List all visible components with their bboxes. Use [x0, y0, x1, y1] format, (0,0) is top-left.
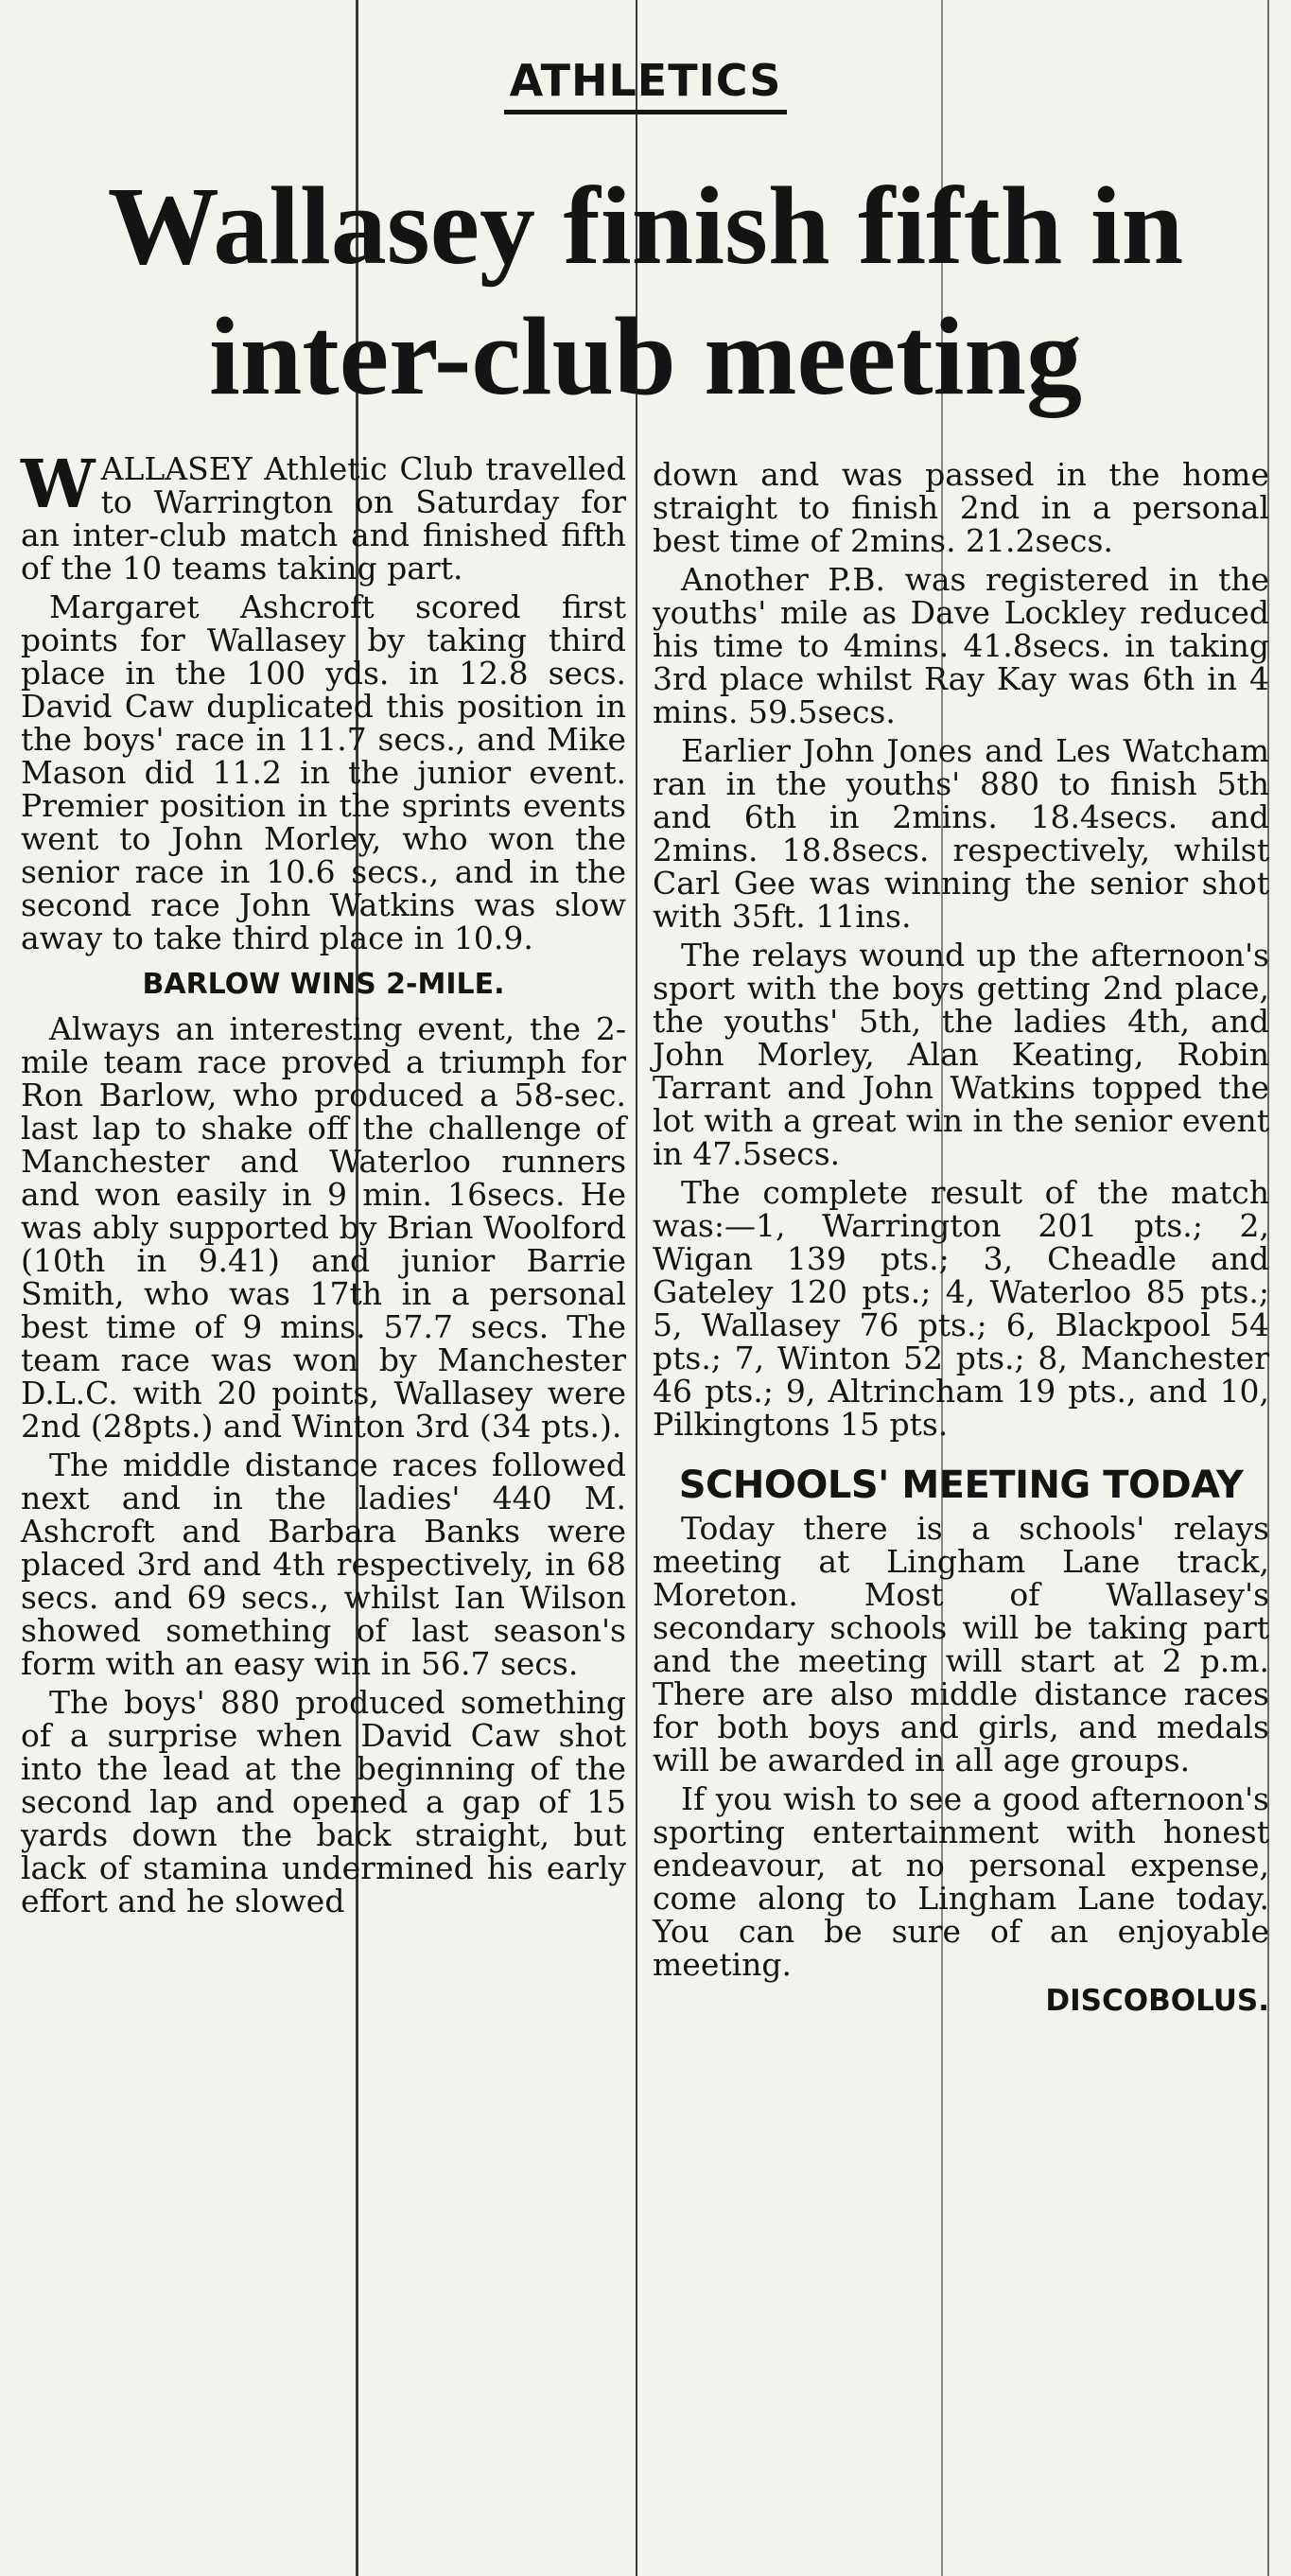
- subheading-barlow: BARLOW WINS 2-MILE.: [142, 968, 505, 1001]
- section-heading: [0, 55, 1291, 106]
- article-paragraph: Always an interesting event, the 2-mile team race proved a triumph for Ron Barlow, who produced a 58-sec. last lap to shake off the challenge of Manchester and Waterloo runners and won easily in 9 min. 16secs. He was ably supported by Brian Woolford (10th in 9.41) and junior Barrie Smith, who was 17th in a personal best time of 9 mins. 57.7 secs. The team race was won by Manchester D.L.C. with 20 points, Wallasey were 2nd (28pts.) and Winton 3rd (34 pts.).: [21, 1010, 626, 1445]
- results-paragraph: The complete result of the match was:—1, Warrington 201 pts.; 2, Wigan 139 pts.; 3, Cheadle and Gateley 120 pts.; 4, Waterloo 85 pts.; 5, Wallasey 76 pts.; 6, Blackpool 54 pts.; 7, Winton 52 pts.; 8, Manchester 46 pts.; 9, Altrincham 19 pts., and 10, Pilkingtons 15 pts.: [653, 1174, 1269, 1443]
- right-column: [653, 458, 1269, 2018]
- article-paragraph: If you wish to see a good afternoon's sporting entertainment with honest endeavour, at no personal expense, come along to Lingham Lane today. You can be sure of an enjoyable meeting.: [653, 1780, 1269, 1983]
- headline: Wallasey finish fifth in inter-club meeting: [107, 164, 1184, 418]
- lead-text: ALLASEY Athletic Club travelled to Warrington on Saturday for an inter-club match and finished fifth of the 10 teams taking part.: [21, 450, 626, 587]
- article-paragraph: down and was passed in the home straight to finish 2nd in a personal best time of 2mins. 21.2secs.: [653, 456, 1269, 559]
- byline-signature: DISCOBOLUS.: [1045, 1984, 1269, 2018]
- left-column: [21, 445, 626, 1923]
- drop-cap: W: [21, 445, 96, 523]
- section-label: ATHLETICS: [504, 55, 788, 114]
- article-paragraph: The boys' 880 produced something of a surprise when David Caw shot into the lead at the beginning of the second lap and opened a gap of 15 yards down the back straight, but lack of stamina undermined his early effort and he slowed: [21, 1684, 626, 1919]
- article-paragraph: Margaret Ashcroft scored first points for Wallasey by taking third place in the 100 yds. in 12.8 secs. David Caw duplicated this position in the boys' race in 11.7 secs., and Mike Mason did 11.2 in the junior event. Premier position in the sprints events went to John Morley, who won the senior race in 10.6 secs., and in the second race John Watkins was slow away to take third place in 10.9.: [21, 588, 626, 956]
- article-paragraph: The middle distance races followed next and in the ladies' 440 M. Ashcroft and Barbara Banks were placed 3rd and 4th respectively, in 68 secs. and 69 secs., whilst Ian Wilson showed something of last season's form with an easy win in 56.7 secs.: [21, 1446, 626, 1682]
- article-paragraph: Today there is a schools' relays meeting at Lingham Lane track, Moreton. Most of Wallasey's secondary schools will be taking part and the meeting will start at 2 p.m. There are also middle distance races for both boys and girls, and medals will be awarded in all age groups.: [653, 1510, 1269, 1779]
- article-paragraph: Another P.B. was registered in the youths' mile as Dave Lockley reduced his time to 4mins. 41.8secs. in taking 3rd place whilst Ray Kay was 6th in 4 mins. 59.5secs.: [653, 561, 1269, 730]
- article-paragraph: Earlier John Jones and Les Watcham ran in the youths' 880 to finish 5th and 6th in 2mins. 18.4secs. and 2mins. 18.8secs. respectively, whilst Carl Gee was winning the senior shot with 35ft. 11ins.: [653, 732, 1269, 935]
- subheading-schools: SCHOOLS' MEETING TODAY: [678, 1463, 1244, 1507]
- lead-paragraph: [21, 445, 626, 587]
- article-paragraph: The relays wound up the afternoon's sport with the boys getting 2nd place, the youths' 5th, the ladies 4th, and John Morley, Alan Keating, Robin Tarrant and John Watkins topped the lot with a great win in the senior event in 47.5secs.: [653, 937, 1269, 1172]
